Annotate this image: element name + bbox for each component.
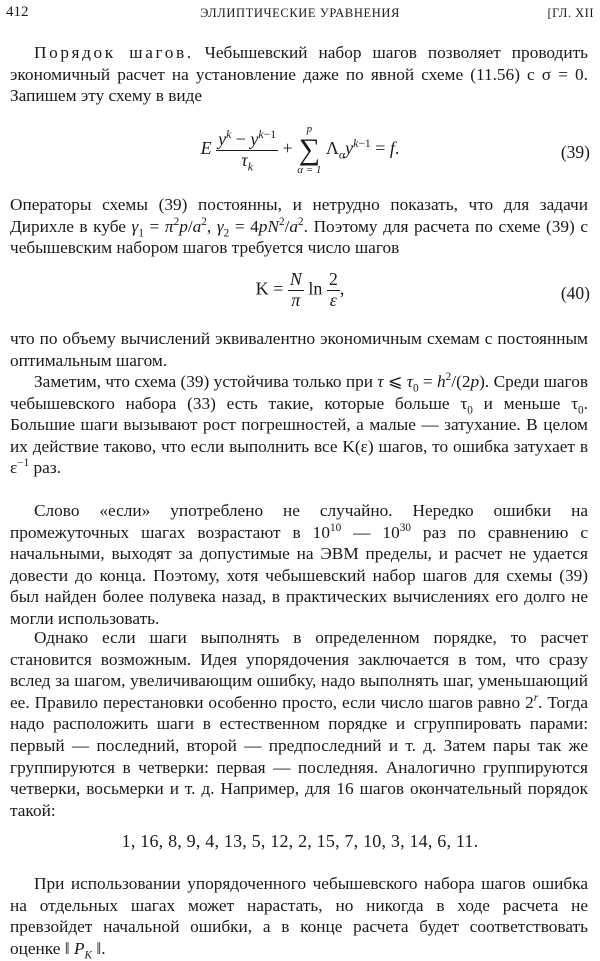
- equation-number: (39): [560, 142, 590, 162]
- paragraph-lead: Порядок шагов.: [34, 43, 194, 62]
- paragraph-conclusion: При использовании упорядоченного чебышевского набора шагов ошибка на отдельных шагах может нарастать, но никогда в ходе расчета не превзойдет начальной ошибки, а в конце расчета будет соответствовать оценке ‖ $P_K$ ‖.: [10, 874, 588, 961]
- equation-39-body: E $\frac{y^k - y^{k-1}}{\tau_k}$ + p ∑ α = 1 $\Lambda_\alpha y^{k-1} = f$.: [200, 123, 400, 176]
- equation-40: [10, 270, 590, 320]
- step-order-sequence: 1, 16, 8, 9, 4, 13, 5, 12, 2, 15, 7, 10, 3, 14, 6, 11.: [121, 831, 479, 851]
- sum-symbol: p ∑ α = 1: [297, 123, 322, 176]
- paragraph-if-word: Слово «если» употреблено не случайно. Нередко ошибки на промежуточных шагах возрастают в $10^{10}$ — $10^{30}$ раз по сравнению с начальными, выходят за допустимые на ЭВМ пределы, и расчет не удается довести до конца. Поэтому, хотя чебышевский набор шагов для схемы (39) был найден более полувека назад, в практических вычислениях его долго не могли использовать.: [10, 501, 589, 628]
- equation-39: [10, 124, 590, 184]
- paragraph-step-order: [10, 42, 588, 107]
- equation-40-body: K = $\frac{N}{\pi}$ ln $\frac{2}{\varepsilon}$ ,: [255, 269, 345, 310]
- paragraph-text: Чебышевский набор шагов позволяет проводить экономичный расчет на установление даже по явной схеме (11.56) с σ = 0. Запишем эту схему в виде: [10, 43, 588, 106]
- equation-number: (40): [560, 283, 590, 303]
- fraction: $\frac{2}{\varepsilon}$: [328, 269, 338, 310]
- paragraph-operators: Операторы схемы (39) постоянны, и нетрудно показать, что для задачи Дирихле в кубе $\gamma_1 = \pi^2p/a^2$, $\gamma_2 = 4pN^2/a^2$. Поэтому для расчета по схеме (39) с чебышевским набором шагов требуется число шагов: [10, 195, 589, 258]
- running-title: ЭЛЛИПТИЧЕСКИЕ УРАВНЕНИЯ: [200, 6, 400, 20]
- paragraph-stability: Заметим, что схема (39) устойчива только при τ ⩽ $\tau_0 = h^2/(2p)$. Среди шагов чебышевского набора (33) есть такие, которые больше $\tau_0$ и меньше $\tau_0$. Большие шаги вызывают рост погрешностей, а малые — затухание. В целом их действие таково, что если выполнить все K(ε) шагов, то ошибка затухает в $\varepsilon^{-1}$ раз.: [10, 371, 589, 478]
- chapter-label: [ГЛ. XII: [547, 6, 594, 20]
- paragraph-equivalence: что по объему вычислений эквивалентно экономичным схемам с постоянным оптимальным шагом.: [10, 329, 588, 370]
- fraction: $\frac{y^k - y^{k-1}}{\tau_k}$: [218, 127, 277, 174]
- paragraph-ordering: Однако если шаги выполнять в определенном порядке, то расчет становится возможным. Идея упорядочения заключается в том, что сразу вслед за шагом, увеличивающим ошибку, надо выполнять шаг, уменьшающий ее. Правило перестановки особенно просто, если число шагов равно 2$^r$. Тогда надо расположить шаги в естественном порядке и сгруппировать парами: первый — последний, второй — предпоследний и т. д. Затем пары так же группируются в четверки: первая — последняя. Аналогично группируются четверки, восьмерки и т. д. Например, для 16 шагов окончательный порядок такой:: [10, 628, 588, 820]
- running-head: [6, 4, 594, 26]
- fraction: $\frac{N}{\pi}$: [289, 269, 302, 310]
- page-number: 412: [6, 4, 29, 20]
